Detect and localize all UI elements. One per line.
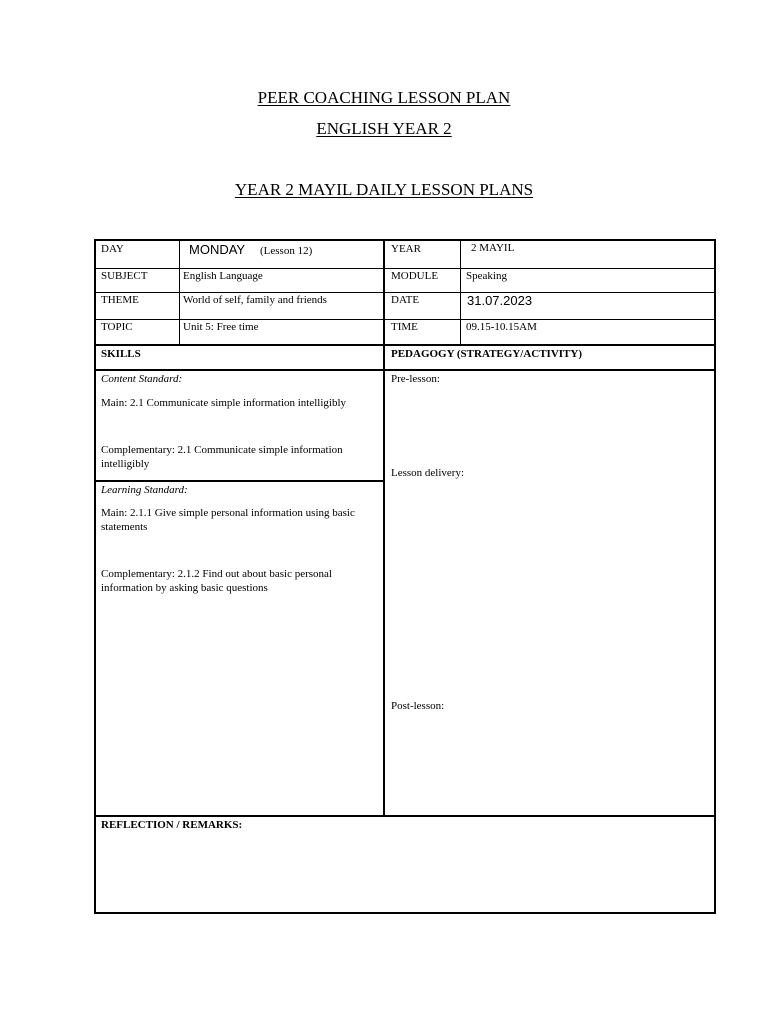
column-divider (460, 240, 461, 345)
document-title: PEER COACHING LESSON PLAN (257, 88, 511, 107)
date-value: 31.07.2023 (467, 293, 533, 308)
theme-label: THEME (101, 294, 139, 306)
reflection-top (95, 815, 715, 817)
content-standard-main: Main: 2.1 Communicate simple information intelligibly (101, 397, 347, 409)
info-section-bottom (95, 344, 715, 346)
content-learning-divider (95, 480, 384, 482)
subject-value: English Language (183, 270, 263, 282)
table-border-bottom (94, 912, 716, 914)
column-divider (179, 240, 180, 345)
topic-label: TOPIC (101, 321, 133, 333)
year-label: YEAR (391, 243, 421, 255)
module-label: MODULE (391, 270, 439, 282)
content-standard-complementary: Complementary: 2.1 Communicate simple information intelligibly (101, 444, 343, 470)
time-value: 09.15-10.15AM (466, 321, 537, 333)
table-border-left (94, 239, 96, 914)
skills-heading: SKILLS (101, 348, 141, 360)
lesson-delivery-label: Lesson delivery: (391, 467, 465, 479)
day-label: DAY (101, 243, 124, 255)
lesson-plans-title: YEAR 2 MAYIL DAILY LESSON PLANS (234, 180, 534, 199)
skills-pedagogy-divider (383, 345, 385, 816)
table-border-top (94, 239, 716, 241)
document-subtitle: ENGLISH YEAR 2 (316, 119, 452, 138)
pre-lesson-label: Pre-lesson: (391, 373, 440, 385)
content-standard-label: Content Standard: (101, 373, 183, 385)
subject-label: SUBJECT (101, 270, 148, 282)
time-label: TIME (391, 321, 418, 333)
module-value: Speaking (466, 270, 507, 282)
post-lesson-label: Post-lesson: (391, 700, 445, 712)
learning-standard-label: Learning Standard: (101, 484, 188, 496)
date-label: DATE (391, 294, 420, 306)
learning-standard-main: Main: 2.1.1 Give simple personal information using basic statements (101, 507, 355, 533)
theme-value: World of self, family and friends (183, 294, 327, 306)
pedagogy-heading: PEDAGOGY (STRATEGY/ACTIVITY) (391, 348, 582, 360)
lesson-number: (Lesson 12) (260, 245, 313, 257)
table-border-right (714, 239, 716, 914)
learning-standard-complementary: Complementary: 2.1.2 Find out about basic personal information by asking basic questions (101, 568, 332, 594)
topic-value: Unit 5: Free time (183, 321, 259, 333)
year-value: 2 MAYIL (471, 242, 515, 254)
column-divider (383, 240, 385, 345)
day-value: MONDAY (189, 242, 246, 257)
reflection-heading: REFLECTION / REMARKS: (101, 819, 243, 831)
skills-header-bottom (95, 369, 715, 371)
